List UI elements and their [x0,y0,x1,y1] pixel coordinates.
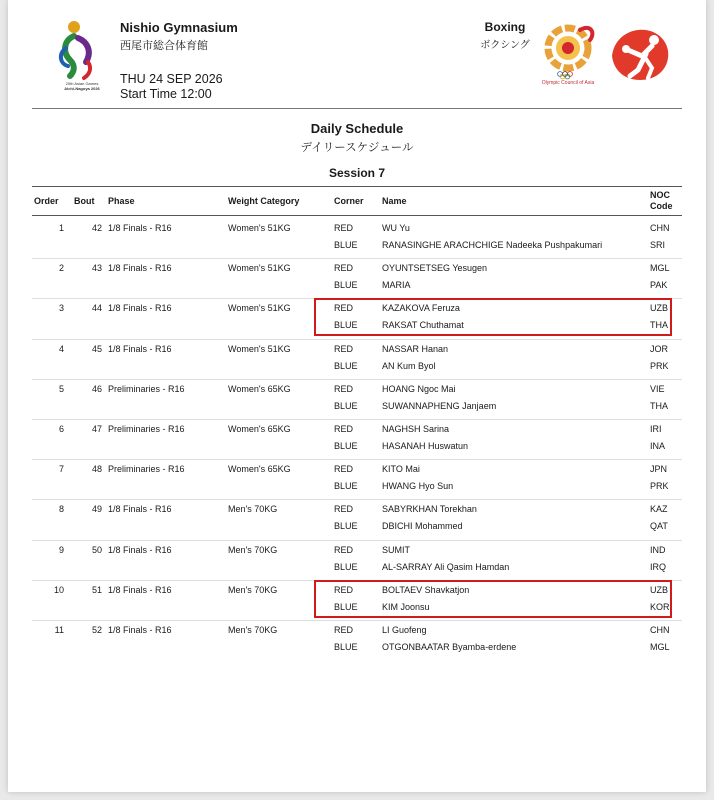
header-bout: Bout [74,196,95,206]
blue-corner: BLUE [334,320,358,331]
red-corner: RED [334,223,354,233]
order: 8 [58,504,64,515]
red-corner: RED [334,584,354,595]
red-noc: JPN [650,464,668,475]
table-row [32,381,682,421]
header-order: Order [34,196,59,206]
bout: 44 [91,303,102,314]
order: 4 [58,343,64,354]
blue-name: HWANG Hyo Sun [382,481,454,492]
blue-noc: MGL [650,642,670,652]
header-divider [32,108,682,109]
schedule-sheet [8,0,706,792]
header-noc: NOC [650,190,670,200]
red-name: KAZAKOVA Feruza [382,303,460,314]
bout: 42 [91,223,102,233]
phase: 1/8 Finals - R16 [108,263,172,274]
red-name: BOLTAEV Shavkatjon [382,584,470,595]
table-header [32,186,682,216]
weight: Women's 51KG [228,223,291,233]
red-corner: RED [334,343,354,354]
red-noc: VIE [650,383,665,394]
highlight-box [314,580,672,618]
red-corner: RED [334,464,354,475]
table-row [32,461,682,501]
blue-corner: BLUE [334,642,358,652]
phase: Preliminaries - R16 [108,464,185,475]
bout: 50 [91,544,102,555]
table-row [32,220,682,260]
phase: 1/8 Finals - R16 [108,504,172,515]
order: 5 [58,383,64,394]
red-noc: CHN [650,625,670,635]
venue-name: Nishio Gymnasium [120,20,238,35]
red-name: HOANG Ngoc Mai [382,383,456,394]
phase: 1/8 Finals - R16 [108,303,172,314]
order: 9 [58,544,64,555]
weight: Women's 51KG [228,263,291,274]
event-date: THU 24 SEP 2026 [120,72,223,86]
blue-noc: SRI [650,240,666,250]
blue-corner: BLUE [334,360,358,371]
red-corner: RED [334,504,354,515]
blue-noc: THA [650,320,668,331]
order: 2 [58,263,64,274]
bout: 52 [91,625,102,635]
games-logo-text-2: Aichi-Nagoya 2026 [64,86,100,91]
weight: Women's 65KG [228,383,291,394]
table-row [32,542,682,582]
blue-corner: BLUE [334,561,358,572]
red-name: WU Yu [382,223,410,233]
bout: 46 [91,383,102,394]
red-noc: UZB [650,584,668,595]
weight: Men's 70KG [228,504,278,515]
schedule-title-jp: デイリースケジュール [300,142,414,154]
oca-caption: Olympic Council of Asia [541,80,595,86]
highlight-box [314,298,672,336]
table-row [32,501,682,541]
row-separator [32,339,682,340]
blue-noc: THA [650,400,668,411]
row-separator [32,620,682,621]
blue-noc: PRK [650,360,669,371]
sport-name-jp: ボクシング [480,40,530,51]
order: 7 [58,464,64,475]
phase: 1/8 Finals - R16 [108,343,172,354]
blue-corner: BLUE [334,481,358,492]
header-phase: Phase [108,196,135,206]
phase: Preliminaries - R16 [108,383,185,394]
blue-name: OTGONBAATAR Byamba-erdene [382,642,517,652]
order: 11 [54,625,64,635]
bout: 48 [91,464,102,475]
blue-corner: BLUE [334,601,358,612]
blue-corner: BLUE [334,240,358,250]
red-name: NAGHSH Sarina [382,424,450,434]
red-corner: RED [334,263,354,274]
header-corner: Corner [334,196,364,206]
phase: 1/8 Finals - R16 [108,625,172,635]
weight: Men's 70KG [228,584,278,595]
phase: Preliminaries - R16 [108,424,185,434]
blue-corner: BLUE [334,521,358,532]
red-corner: RED [334,625,354,635]
blue-corner: BLUE [334,400,358,411]
row-separator [32,379,682,380]
red-corner: RED [334,424,354,434]
red-noc: UZB [650,303,668,314]
blue-name: RAKSAT Chuthamat [382,320,464,331]
date-block [120,72,223,102]
red-noc: KAZ [650,504,668,515]
red-noc: CHN [650,223,670,233]
red-name: NASSAR Hanan [382,343,449,354]
bout: 47 [91,424,102,434]
blue-name: MARIA [382,280,411,291]
blue-name: RANASINGHE ARACHCHIGE Nadeeka Pushpakumari [382,240,603,250]
order: 3 [58,303,64,314]
table-row [32,341,682,381]
header-name: Name [382,196,407,206]
row-separator [32,499,682,500]
red-noc: JOR [650,343,668,354]
venue-block [120,20,238,53]
schedule-title: Daily Schedule [310,121,404,136]
red-corner: RED [334,303,354,314]
red-name: KITO Mai [382,464,420,475]
table-row [32,421,682,461]
sport-name: Boxing [484,20,526,34]
header-noc-code: Code [650,201,673,211]
table-row [32,622,682,662]
weight: Women's 51KG [228,303,291,314]
header-weight: Weight Category [228,196,300,206]
blue-noc: PAK [650,280,668,291]
start-time: Start Time 12:00 [120,87,212,101]
table-row [32,260,682,300]
red-name: SABYRKHAN Torekhan [382,504,477,515]
blue-name: KIM Joonsu [382,601,430,612]
blue-name: AL-SARRAY Ali Qasim Hamdan [382,561,510,572]
red-corner: RED [334,544,354,555]
bout: 49 [91,504,102,515]
phase: 1/8 Finals - R16 [108,544,172,555]
weight: Women's 65KG [228,424,291,434]
blue-name: HASANAH Huswatun [382,441,469,451]
sport-block [476,20,534,51]
bout: 43 [91,263,102,274]
weight: Men's 70KG [228,625,278,635]
blue-noc: KOR [650,601,670,612]
blue-corner: BLUE [334,441,358,451]
bout: 51 [91,584,102,595]
red-corner: RED [334,383,354,394]
blue-noc: QAT [650,521,668,532]
row-separator [32,540,682,541]
weight: Women's 51KG [228,343,291,354]
red-noc: IRI [650,424,662,434]
row-separator [32,419,682,420]
blue-name: AN Kum Byol [382,360,436,371]
blue-noc: PRK [650,481,669,492]
order: 1 [58,223,64,233]
blue-name: SUWANNAPHENG Janjaem [382,400,497,411]
bout: 45 [91,343,102,354]
row-separator [32,258,682,259]
row-separator [32,459,682,460]
blue-noc: IRQ [650,561,667,572]
blue-corner: BLUE [334,280,358,291]
boxing-pictogram-icon [608,26,672,82]
red-name: LI Guofeng [382,625,427,635]
venue-name-jp: 西尾市総合体育館 [120,40,208,52]
weight: Women's 65KG [228,464,291,475]
red-name: OYUNTSETSEG Yesugen [382,263,488,274]
blue-noc: INA [650,441,666,451]
red-noc: MGL [650,263,670,274]
weight: Men's 70KG [228,544,278,555]
order: 10 [53,584,64,595]
red-noc: IND [650,544,666,555]
games-logo-text: 20th Asian Games [65,81,99,86]
blue-name: DBICHI Mohammed [382,521,463,532]
phase: 1/8 Finals - R16 [108,223,172,233]
asian-games-logo [52,18,112,92]
order: 6 [58,424,64,434]
red-name: SUMIT [382,544,410,555]
session-label: Session 7 [328,166,386,180]
phase: 1/8 Finals - R16 [108,584,172,595]
